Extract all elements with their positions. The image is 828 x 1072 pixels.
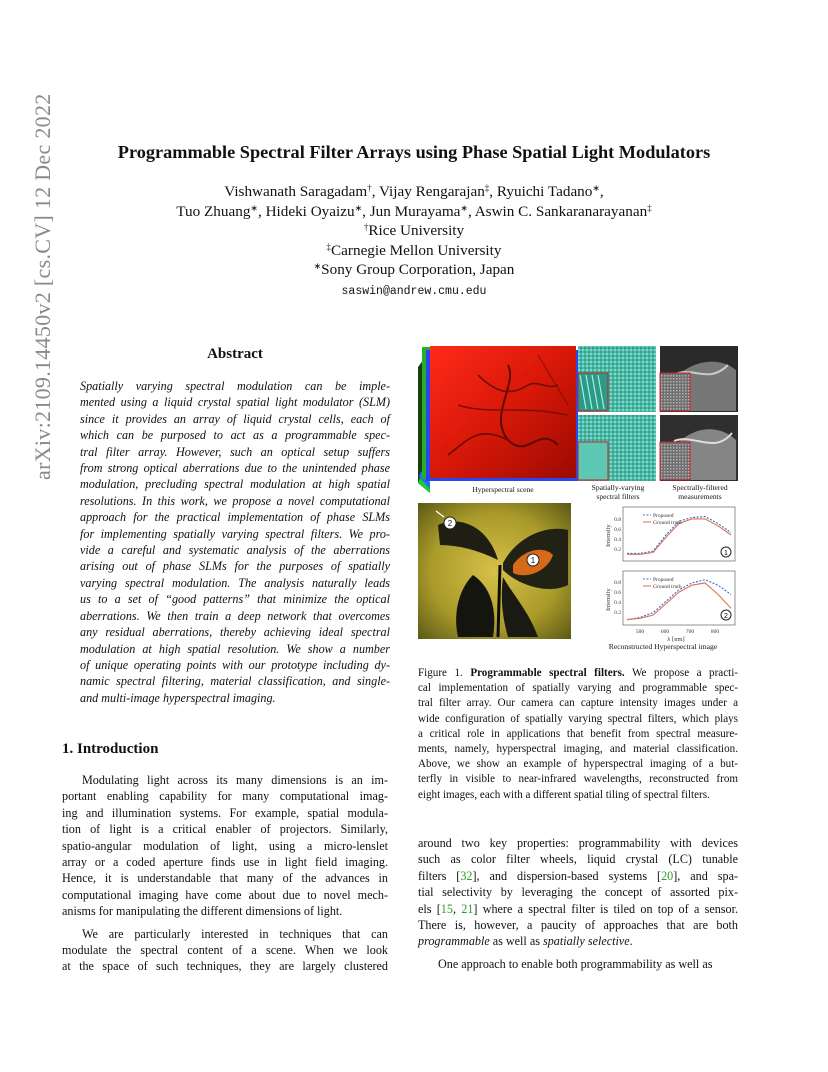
author-block — [60, 182, 768, 301]
marker-1-label: 1 — [530, 556, 536, 565]
y-tick: 0.6 — [614, 590, 621, 596]
y-tick: 0.4 — [614, 600, 621, 606]
paper-title: Programmable Spectral Filter Arrays using Phase Spatial Light Modulators — [117, 142, 711, 162]
affiliation-rice: †Rice University — [363, 222, 465, 239]
legend-ground-truth: Ground truth — [653, 520, 682, 526]
body-line: Hence, it is understandable that many of the advances in — [62, 871, 388, 886]
legend-ground-truth: Ground truth — [653, 584, 682, 590]
right-column-body — [418, 835, 738, 972]
abstract-body — [80, 378, 390, 706]
body-line: at the space of such techniques, they are largely clustered — [62, 959, 388, 974]
caption-line: wide configuration of spatially varying spectral filters, which plays — [418, 712, 738, 725]
abstract-line: modulation, precluding spectral modulation at high spatial — [80, 477, 390, 492]
abstract-line: since it provides an array of liquid crystal cells, each of — [80, 411, 390, 426]
butterfly-image — [418, 503, 571, 639]
measurement-tile-1 — [660, 346, 738, 412]
author-email: saswin@andrew.cmu.edu — [341, 284, 487, 298]
body-line: els [15, 21] where a spectral filter is tiled on top of a sensor. — [418, 901, 738, 916]
body-line: filters [32], and dispersion-based systems [20], and spa- — [418, 868, 738, 883]
caption-line: eight images, each with a different spatial tiling of spectral filters. — [418, 788, 710, 801]
plot-2-marker: 2 — [724, 613, 728, 620]
affiliation-cmu: ‡Carnegie Mellon University — [326, 241, 502, 259]
citation-link[interactable]: 21 — [461, 901, 474, 916]
abstract-line: namic spectral filtering, material classification, and single- — [80, 674, 390, 689]
abstract-line: from strong optical aberrations due to the unintended phase — [80, 461, 390, 476]
citation-link[interactable]: 15 — [440, 901, 453, 916]
body-line: ing and illumination systems. For example, spatial modula- — [62, 805, 388, 820]
spectrum-plot-2 — [623, 571, 735, 625]
body-line: around two key properties: programmability with devices — [418, 836, 738, 850]
y-tick: 0.4 — [614, 537, 621, 543]
abstract-heading: Abstract — [207, 346, 263, 362]
filter-tile-2 — [578, 415, 656, 481]
marker-2-label: 2 — [447, 519, 453, 528]
legend-proposed: Proposed — [653, 513, 674, 519]
affiliation-sony: ∗Sony Group Corporation, Japan — [313, 261, 515, 278]
abstract-line: for implementing spatially varying spectral filters. We pro- — [80, 526, 390, 541]
body-line: tial selectivity by leveraging the concept of assorted pix- — [418, 885, 738, 900]
citation-link[interactable]: 20 — [661, 868, 674, 883]
abstract-line: of unique operating points with our prototype including dy- — [80, 657, 390, 672]
body-line: Modulating light across its many dimensions is an im- — [82, 773, 388, 787]
x-tick: 500 — [635, 629, 645, 635]
body-line: spatio-angular modulation of light, using a micro-lenslet — [62, 838, 388, 853]
plot-1-marker: 1 — [724, 550, 728, 557]
label-reconstruction: Reconstructed Hyperspectral image — [608, 642, 718, 651]
y-tick: 0.6 — [614, 527, 621, 533]
introduction-body — [62, 772, 388, 975]
abstract-line: varying spectral modulation. The analysis naturally leads — [80, 575, 390, 590]
y-tick: 0.2 — [614, 547, 621, 553]
label-hyperspectral-scene: Hyperspectral scene — [472, 485, 534, 494]
y-tick: 0.2 — [614, 610, 621, 616]
figure-1 — [418, 345, 740, 655]
body-line: array or a coded aperture finds use in light field imaging. — [62, 855, 388, 870]
body-line: programmable as well as spatially selective. — [418, 934, 633, 949]
abstract-line: approach for the practical implementation of phase SLMs — [80, 510, 390, 525]
caption-line: cal implementation of spatially varying and programmable spec- — [418, 682, 738, 695]
caption-line: tral filter array. Our camera can capture intensity images under a — [418, 697, 738, 710]
author-line-2: Tuo Zhuang∗, Hideki Oyaizu∗, Jun Murayama∗, Aswin C. Sankaranarayanan‡ — [176, 202, 652, 220]
abstract-line: resolutions. In this work, we propose a novel computational — [80, 493, 390, 508]
y-axis-label: Intensity — [605, 588, 612, 611]
abstract-line: mented using a liquid crystal spatial light modulator (SLM) — [80, 395, 390, 410]
label-measurements: Spectrally-filtered measurements — [672, 483, 728, 501]
abstract-line: tral filter array. However, such an optical setup suffers — [80, 444, 390, 459]
y-tick: 0.8 — [614, 580, 621, 586]
x-axis-label: λ [nm] — [667, 636, 685, 643]
body-line: anisms for manipulating the different dimensions of light. — [62, 904, 343, 919]
x-tick: 800 — [710, 629, 720, 635]
abstract-line: Spatially varying spectral modulation can be imple- — [80, 379, 390, 393]
caption-line: Figure 1. Programmable spectral filters. We propose a practi- — [418, 667, 738, 679]
abstract-line: aberrations. We then train a deep network that overcomes — [80, 608, 390, 623]
abstract-line: any residual aberrations, thereby achieving ideal spectral — [80, 625, 390, 640]
caption-line: terfly in visible to near-infrared wavelengths, reconstructed from — [418, 773, 738, 786]
body-line: portant enabling capability for many computational imag- — [62, 789, 388, 804]
y-axis-label: Intensity — [605, 524, 612, 547]
body-line: modulate the spectral content of a scene. When we look — [62, 943, 388, 958]
abstract-line: arising out of phase SLMs for the purposes of spatially — [80, 559, 390, 574]
abstract-line: modulation at high spatial resolution. We show a number — [80, 641, 390, 656]
filter-tile-1 — [578, 346, 656, 412]
legend-proposed: Proposed — [653, 577, 674, 583]
abstract-line: and multi-image hyperspectral imaging. — [80, 690, 276, 705]
measurement-tile-2 — [660, 415, 738, 481]
caption-line: ments, namely, hyperspectral imaging, and material classification. — [418, 743, 738, 756]
hyperspectral-cube-image — [418, 346, 578, 493]
caption-line: Above, we show an example of hyperspectral imaging of a but- — [418, 758, 738, 771]
label-filters: Spatially-varying spectral filters — [591, 483, 645, 501]
figure-1-caption — [418, 666, 738, 803]
abstract-line: which can be purposed to act as a programmable spec- — [80, 428, 390, 443]
y-tick: 0.8 — [614, 517, 621, 523]
spectrum-plot-1 — [623, 507, 735, 561]
citation-link[interactable]: 32 — [460, 868, 473, 883]
caption-line: a critical role in applications that benefit from spectral measure- — [418, 727, 738, 740]
body-line: such as color filter wheels, liquid crystal (LC) tunable — [418, 852, 738, 867]
arxiv-identifier: arXiv:2109.14450v2 [cs.CV] 12 Dec 2022 — [30, 93, 55, 480]
body-line: computational imaging have come about due to novel mech- — [62, 887, 388, 902]
x-tick: 600 — [660, 629, 670, 635]
body-line: tion of light is a critical enabler of projectors. Similarly, — [62, 822, 388, 837]
section-heading-introduction: 1. Introduction — [62, 741, 159, 757]
body-line: We are particularly interested in techniques that can — [82, 926, 388, 941]
body-line: There is, however, a paucity of approaches that are both — [418, 918, 738, 933]
abstract-line: vide a careful and systematic analysis of the aberrations — [80, 543, 390, 558]
body-line: One approach to enable both programmability as well as — [438, 956, 713, 971]
author-line-1: Vishwanath Saragadam†, Vijay Rengarajan‡, Ryuichi Tadano∗, — [224, 183, 604, 200]
x-tick: 700 — [685, 629, 695, 635]
abstract-line: us to a set of “good patterns” that minimize the optical — [80, 592, 390, 607]
